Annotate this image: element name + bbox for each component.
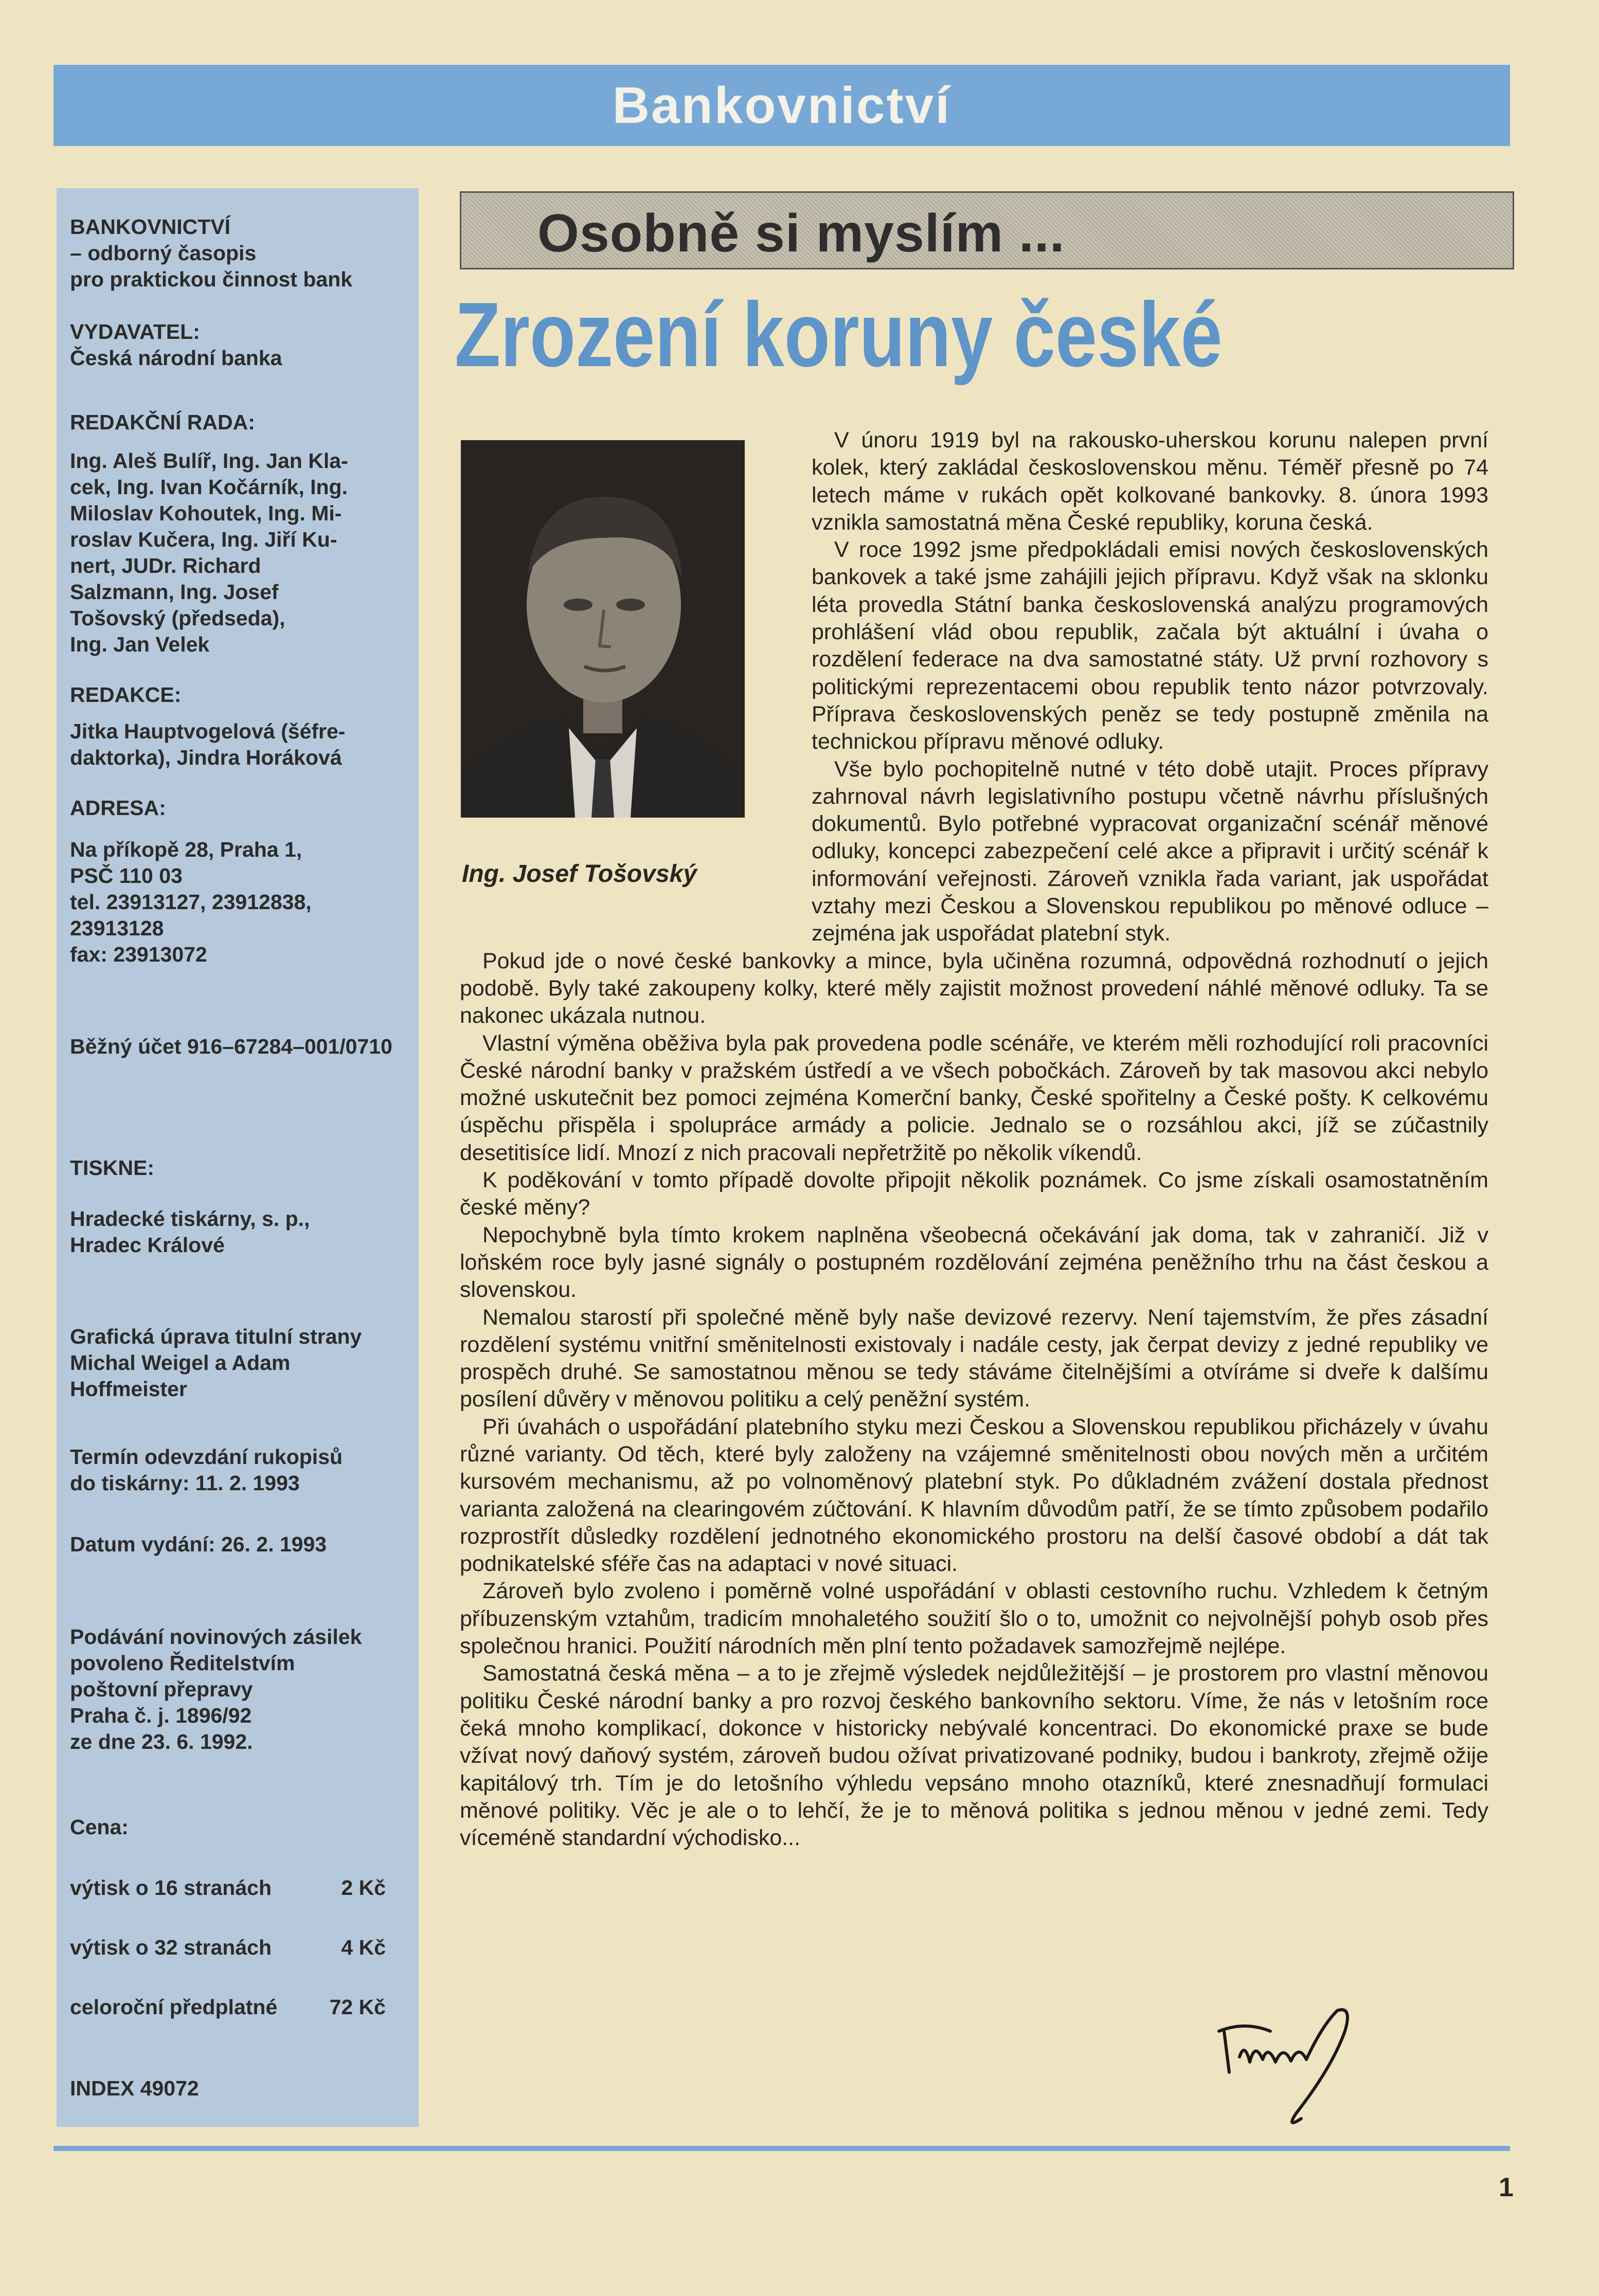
board-label: REDAKČNÍ RADA: (70, 410, 255, 434)
board-line: Ing. Jan Velek (70, 632, 210, 656)
page-number: 1 (1499, 2173, 1514, 2202)
masthead-sidebar (57, 188, 419, 2127)
editors-block (70, 682, 405, 771)
editors-line: daktorka), Jindra Horáková (70, 746, 342, 769)
article-paragraph: Samostatná česká měna – a to je zřejmě výsledek nejdůležitější – je prostorem pro vlastní měnovou politiku České národní banky a pro rozvoj českého bankovního sektoru. Víme, že nás v letošním roce čeká mnoho komplikací, dokonce v historicky nebývalé koncentraci. Do ekonomické praxe se bude vžívat nový daňový systém, zároveň budou ožívat privatizované podniky, budou i bankroty, zřejmě ožije kapitálový trh. Tím je do letošního výhledu vepsáno mnoho otazníků, které znesnadňují formulaci měnové politiky. Věc je ale o to lehčí, že je to měnová politika s jednou měnou v jedné zemi. Tedy víceméně standardní východisko... (460, 1661, 1488, 1851)
address-block (70, 795, 405, 968)
price-item: výtisk o 16 stranách (70, 1876, 272, 1900)
board-line: nert, JUDr. Richard (70, 554, 261, 577)
section-title: Bankovnictví (612, 76, 951, 134)
article-headline: Zrození koruny české (455, 283, 1223, 386)
address-line: fax: 23913072 (70, 943, 207, 966)
price-label-block (70, 1814, 405, 1840)
magazine-info (70, 214, 405, 293)
address-label: ADRESA: (70, 796, 166, 820)
board-line: Salzmann, Ing. Josef (70, 580, 279, 604)
price-value: 2 Kč (341, 1876, 386, 1900)
postal-line: Praha č. j. 1896/92 (70, 1704, 252, 1727)
publisher-label: VYDAVATEL: (70, 320, 200, 344)
postal-line: ze dne 23. 6. 1992. (70, 1730, 253, 1753)
magazine-desc: pro praktickou činnost bank (70, 267, 353, 291)
bank-account: Běžný účet 916–67284–001/0710 (70, 1035, 392, 1058)
release-date-block (70, 1531, 405, 1558)
price-row (70, 1935, 386, 1961)
address-line: tel. 23913127, 23912838, (70, 890, 312, 914)
printer-line: Hradecké tiskárny, s. p., (70, 1207, 310, 1231)
article-paragraph: V únoru 1919 byl na rakousko-uherskou korunu nalepen první kolek, který zakládal československou měnu. Téměř přesně po 74 letech máme v rukách opět kolkované bankovky. 8. února 1993 vznikla samostatná měna České republiky, koruna česká. (812, 428, 1488, 535)
board-line: Tošovský (předseda), (70, 606, 285, 630)
magazine-name: BANKOVNICTVÍ (70, 215, 231, 239)
photo-caption: Ing. Josef Tošovský (462, 860, 697, 888)
deadline-line: do tiskárny: 11. 2. 1993 (70, 1471, 300, 1495)
article-paragraph: Nepochybně byla tímto krokem naplněna všeobecná očekávání jak doma, tak v zahraničí. Již v loňském roce byly jasné signály o postupném rozdělování zejména peněžního trhu na část českou a slovenskou. (460, 1222, 1488, 1303)
publisher-name: Česká národní banka (70, 346, 282, 370)
price-item: výtisk o 32 stranách (70, 1936, 272, 1959)
design-line: Hoffmeister (70, 1377, 187, 1401)
address-line: Na příkopě 28, Praha 1, (70, 838, 302, 861)
design-line: Grafická úprava titulní strany (70, 1325, 362, 1348)
postal-line: poštovní přepravy (70, 1677, 253, 1701)
editors-label: REDAKCE: (70, 683, 182, 707)
footer-rule (53, 2146, 1510, 2151)
board-line: Miloslav Kohoutek, Ing. Mi- (70, 501, 342, 525)
price-item: celoroční předplatné (70, 1995, 278, 2019)
deadline-block (70, 1444, 405, 1496)
article-paragraph: Nemalou starostí při společné měně byly naše devizové rezervy. Není tajemstvím, že přes zásadní rozdělení systému vnitřní směnitelnosti existovaly i nadále cesty, jak čerpat devizy z jedné republiky ve prospěch druhé. Se samostatnou měnou se tedy stáváme čitelnějšími a otvíráme si dveře k dalšímu posílení důvěry v měnovou politiku a celý peněžní systém. (460, 1305, 1488, 1412)
price-label: Cena: (70, 1815, 129, 1839)
price-row (70, 1875, 386, 1901)
price-value: 4 Kč (341, 1936, 386, 1959)
postal-line: Podávání novinových zásilek (70, 1625, 362, 1649)
board-line: cek, Ing. Ivan Kočárník, Ing. (70, 475, 348, 499)
design-credit-block (70, 1324, 405, 1402)
column-kicker: Osobně si myslím ... (537, 204, 1065, 263)
article-paragraph: Pokud jde o nové české bankovky a mince, byla učiněna rozumná, odpovědná rozhodnutí o jejich podobě. Byly také zakoupeny kolky, které měly zajistit možnost provedení náhlé měnové odluky. Ta se nakonec ukázala nutnou. (460, 948, 1488, 1028)
deadline-line: Termín odevzdání rukopisů (70, 1445, 343, 1469)
postal-line: povoleno Ředitelstvím (70, 1651, 295, 1675)
postal-block (70, 1624, 405, 1755)
article-paragraph: V roce 1992 jsme předpokládali emisi nových československých bankovek a také jsme zahájili jejich přípravu. Když však na sklonku léta provedla Státní banka československá analýzu programových prohlášení vlád obou republik, začala být aktuální i úvaha o rozdělení federace na dva samostatné státy. Už první rozhovory s politickými reprezentacemi obou republik tento názor potvrzovaly. Příprava československých peněz se tedy postupně změnila na technickou přípravu měnové odluky. (812, 537, 1488, 754)
article-paragraph: Vlastní výměna oběživa byla pak provedena podle scénáře, ve kterém měli rozhodující roli pracovníci České národní banky v pražském ústředí a ve všech pobočkách. Zároveň by tak masovou akci nebylo možné uskutečnit bez pomoci zejména Komerční banky, České spořitelny a České pošty. K celkovému úspěchu přispěla i spolupráce armády a policie. Jednalo se o rozsáhlou akci, jíž se zúčastnily desetitisíce lidí. Mnozí z nich pracovali nepřetržitě po několik víkendů. (460, 1031, 1488, 1165)
column-kicker-box (460, 191, 1514, 269)
article-paragraph: Při úvahách o uspořádání platebního styku mezi Českou a Slovenskou republikou přicházely v úvahu různé varianty. Od těch, které byly založeny na vzájemné směnitelnosti obou nových měn a určitém kursovém mechanismu, až po volnoměnový platební styk. Po důkladném zvážení dostala přednost varianta založená na clearingovém zúčtování. K hlavním důvodům patří, že se tímto způsobem podařilo rozprostřít důsledky rozdělení jednotného ekonomického prostoru na delší časové období a dát tak podnikatelské sféře čas na adaptaci v nové situaci. (460, 1414, 1488, 1577)
address-line: 23913128 (70, 916, 164, 940)
board-line: roslav Kučera, Ing. Jiří Ku- (70, 528, 337, 551)
design-line: Michal Weigel a Adam (70, 1351, 291, 1375)
editors-line: Jitka Hauptvogelová (šéfre- (70, 719, 346, 743)
printer-label: TISKNE: (70, 1156, 154, 1180)
section-header-bar (53, 65, 1510, 146)
editorial-board-block (70, 409, 405, 658)
article-paragraph: K poděkování v tomto případě dovolte připojit několik poznámek. Co jsme získali osamostatněním české měny? (460, 1168, 1488, 1220)
index-block (70, 2075, 405, 2102)
index-number: INDEX 49072 (70, 2076, 199, 2100)
board-line: Ing. Aleš Bulíř, Ing. Jan Kla- (70, 449, 348, 473)
printer-line: Hradec Králové (70, 1233, 225, 1257)
account-block (70, 1034, 405, 1060)
release-date: Datum vydání: 26. 2. 1993 (70, 1532, 327, 1556)
price-value: 72 Kč (329, 1995, 386, 2019)
magazine-desc: – odborný časopis (70, 241, 257, 265)
article-paragraph: Vše bylo pochopitelně nutné v této době utajit. Proces přípravy zahrnoval návrh legislativního postupu včetně návrhu příslušných dokumentů. Bylo potřebné vypracovat organizační scénář měnové odluky, koncepci zabezpečení celé akce a připravit i určitý scénář k informování veřejnosti. Zároveň vznikla řada variant, jak uspořádat vztahy mezi Českou a Slovenskou republikou po měnové odluce – zejména jak uspořádat platební styk. (812, 756, 1488, 946)
article-paragraph: Zároveň bylo zvoleno i poměrně volné uspořádání v oblasti cestovního ruchu. Vzhledem k četným příbuzenským vztahům, tradicím mnohaletého soužití šlo o to, umožnit co nejvolnější pohyb osob přes společnou hranici. Použití národních měn plní tento požadavek samozřejmě nejlépe. (460, 1579, 1488, 1659)
address-line: PSČ 110 03 (70, 864, 183, 888)
author-portrait (461, 440, 745, 818)
printer-block (70, 1155, 405, 1258)
publisher-block (70, 319, 405, 371)
author-signature (1214, 1995, 1378, 2134)
price-row (70, 1994, 386, 2020)
